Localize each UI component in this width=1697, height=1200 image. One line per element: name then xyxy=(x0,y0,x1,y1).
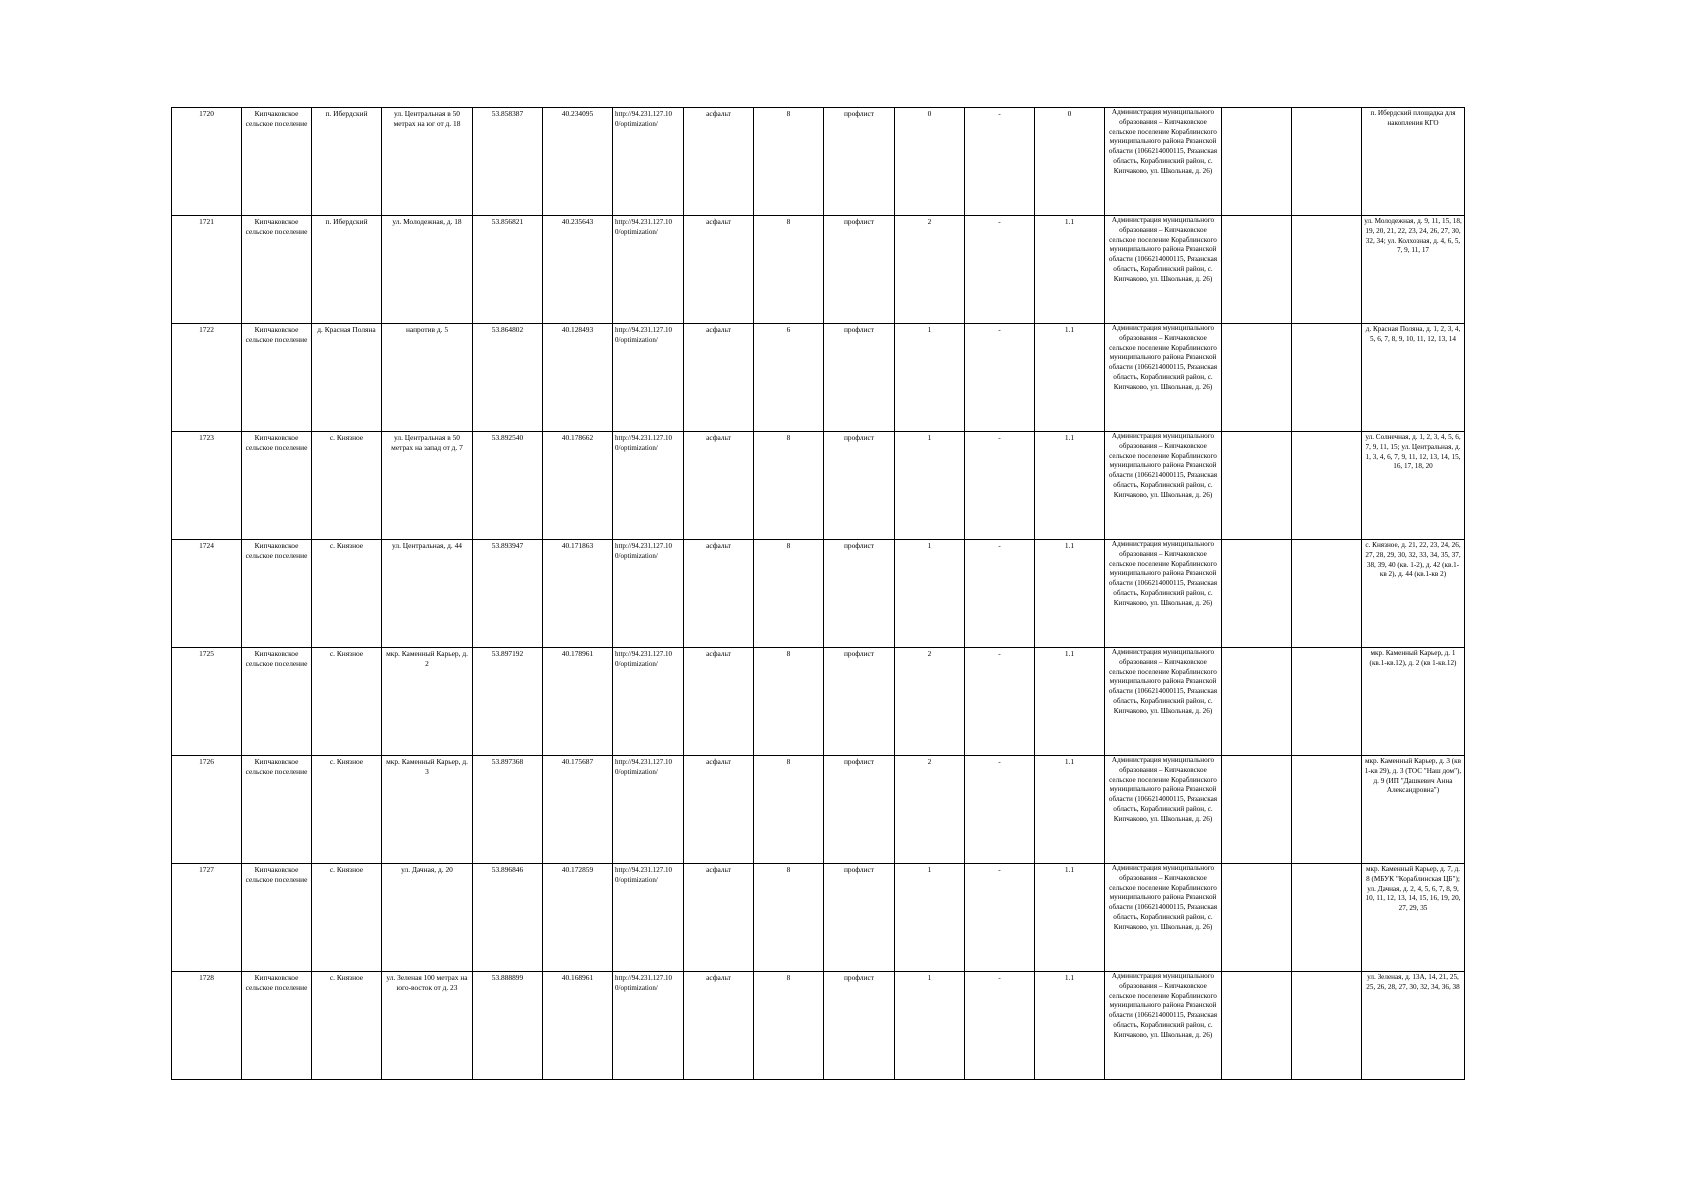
cell-number: 1725 xyxy=(172,648,242,756)
cell-longitude: 40.175687 xyxy=(543,756,613,864)
cell-volume: 1.1 xyxy=(1035,540,1105,648)
cell-containers: 2 xyxy=(895,216,965,324)
cell-extra-1 xyxy=(1222,972,1292,1080)
cell-area: 8 xyxy=(754,972,824,1080)
cell-surface: асфальт xyxy=(684,216,754,324)
cell-latitude: 53.893947 xyxy=(473,540,543,648)
cell-volume: 0 xyxy=(1035,108,1105,216)
cell-longitude: 40.168961 xyxy=(543,972,613,1080)
cell-owner: Администрация муниципального образования – Кипчаковское сельское поселение Кораблинского муниципального района Рязанской области (1066214000115, Рязанская область, Кораблинский район, с. Кипчаково, ул. Школьная, д. 26) xyxy=(1105,432,1222,540)
cell-map-link: http://94.231.127.10 0/optimization/ xyxy=(613,972,684,1080)
cell-volume: 1.1 xyxy=(1035,432,1105,540)
cell-latitude: 53.858387 xyxy=(473,108,543,216)
table-row xyxy=(172,216,1465,324)
cell-locality: п. Ибердский xyxy=(312,216,382,324)
cell-surface: асфальт xyxy=(684,108,754,216)
table-row xyxy=(172,972,1465,1080)
cell-owner: Администрация муниципального образования – Кипчаковское сельское поселение Кораблинского муниципального района Рязанской области (1066214000115, Рязанская область, Кораблинский район, с. Кипчаково, ул. Школьная, д. 26) xyxy=(1105,216,1222,324)
cell-map-link: http://94.231.127.10 0/optimization/ xyxy=(613,108,684,216)
cell-area: 8 xyxy=(754,432,824,540)
cell-map-link: http://94.231.127.10 0/optimization/ xyxy=(613,216,684,324)
cell-served-addresses: мкр. Каменный Карьер, д. 1 (кв.1-кв.12), д. 2 (кв 1-кв.12) xyxy=(1362,648,1465,756)
cell-surface: асфальт xyxy=(684,540,754,648)
cell-latitude: 53.856821 xyxy=(473,216,543,324)
cell-address: ул. Зеленая 100 метрах на юго-восток от д. 23 xyxy=(382,972,473,1080)
cell-volume-dash: - xyxy=(965,324,1035,432)
cell-fence: профлист xyxy=(824,216,895,324)
cell-extra-2 xyxy=(1292,216,1362,324)
cell-containers: 1 xyxy=(895,540,965,648)
cell-extra-2 xyxy=(1292,540,1362,648)
cell-latitude: 53.864802 xyxy=(473,324,543,432)
cell-fence: профлист xyxy=(824,972,895,1080)
cell-latitude: 53.897368 xyxy=(473,756,543,864)
cell-address: ул. Молодежная, д. 18 xyxy=(382,216,473,324)
cell-latitude: 53.888899 xyxy=(473,972,543,1080)
cell-served-addresses: п. Ибердский площадка для накопления КГО xyxy=(1362,108,1465,216)
cell-extra-1 xyxy=(1222,108,1292,216)
cell-volume-dash: - xyxy=(965,216,1035,324)
cell-locality: п. Ибердский xyxy=(312,108,382,216)
cell-area: 8 xyxy=(754,540,824,648)
cell-served-addresses: ул. Молодежная, д. 9, 11, 15, 18, 19, 20, 21, 22, 23, 24, 26, 27, 30, 32, 34; ул. Колхозная, д. 4, 6, 5, 7, 9, 11, 17 xyxy=(1362,216,1465,324)
cell-fence: профлист xyxy=(824,108,895,216)
cell-extra-1 xyxy=(1222,324,1292,432)
table-row xyxy=(172,324,1465,432)
table-row xyxy=(172,540,1465,648)
cell-extra-1 xyxy=(1222,216,1292,324)
cell-volume: 1.1 xyxy=(1035,648,1105,756)
cell-longitude: 40.128493 xyxy=(543,324,613,432)
table-row xyxy=(172,864,1465,972)
cell-map-link: http://94.231.127.10 0/optimization/ xyxy=(613,324,684,432)
cell-number: 1728 xyxy=(172,972,242,1080)
cell-area: 8 xyxy=(754,756,824,864)
cell-settlement: Кипчаковское сельское поселение xyxy=(242,216,312,324)
cell-settlement: Кипчаковское сельское поселение xyxy=(242,432,312,540)
cell-number: 1721 xyxy=(172,216,242,324)
cell-longitude: 40.178662 xyxy=(543,432,613,540)
cell-fence: профлист xyxy=(824,648,895,756)
cell-owner: Администрация муниципального образования – Кипчаковское сельское поселение Кораблинского муниципального района Рязанской области (1066214000115, Рязанская область, Кораблинский район, с. Кипчаково, ул. Школьная, д. 26) xyxy=(1105,972,1222,1080)
cell-served-addresses: д. Красная Поляна, д. 1, 2, 3, 4, 5, 6, 7, 8, 9, 10, 11, 12, 13, 14 xyxy=(1362,324,1465,432)
cell-extra-1 xyxy=(1222,540,1292,648)
cell-latitude: 53.892540 xyxy=(473,432,543,540)
cell-fence: профлист xyxy=(824,324,895,432)
cell-number: 1723 xyxy=(172,432,242,540)
cell-fence: профлист xyxy=(824,864,895,972)
cell-served-addresses: ул. Солнечная, д. 1, 2, 3, 4, 5, 6, 7, 9, 11, 15; ул. Центральная, д. 1, 3, 4, 6, 7, 9, 11, 12, 13, 14, 15, 16, 17, 18, 20 xyxy=(1362,432,1465,540)
cell-served-addresses: мкр. Каменный Карьер, д. 7, д. 8 (МБУК "Кораблинская ЦБ"); ул. Дачная, д. 2, 4, 5, 6, 7, 8, 9, 10, 11, 12, 13, 14, 15, 16, 19, 20, 27, 29, 35 xyxy=(1362,864,1465,972)
cell-longitude: 40.235643 xyxy=(543,216,613,324)
cell-owner: Администрация муниципального образования – Кипчаковское сельское поселение Кораблинского муниципального района Рязанской области (1066214000115, Рязанская область, Кораблинский район, с. Кипчаково, ул. Школьная, д. 26) xyxy=(1105,540,1222,648)
cell-surface: асфальт xyxy=(684,756,754,864)
cell-owner: Администрация муниципального образования – Кипчаковское сельское поселение Кораблинского муниципального района Рязанской области (1066214000115, Рязанская область, Кораблинский район, с. Кипчаково, ул. Школьная, д. 26) xyxy=(1105,864,1222,972)
table-row xyxy=(172,648,1465,756)
cell-extra-2 xyxy=(1292,432,1362,540)
cell-number: 1727 xyxy=(172,864,242,972)
cell-containers: 1 xyxy=(895,324,965,432)
cell-containers: 1 xyxy=(895,432,965,540)
cell-volume-dash: - xyxy=(965,540,1035,648)
cell-locality: с. Князное xyxy=(312,540,382,648)
cell-settlement: Кипчаковское сельское поселение xyxy=(242,972,312,1080)
cell-settlement: Кипчаковское сельское поселение xyxy=(242,864,312,972)
cell-containers: 2 xyxy=(895,756,965,864)
cell-extra-2 xyxy=(1292,864,1362,972)
cell-longitude: 40.171863 xyxy=(543,540,613,648)
cell-volume: 1.1 xyxy=(1035,756,1105,864)
cell-address: напротив д. 5 xyxy=(382,324,473,432)
cell-address: ул. Центральная в 50 метрах на юг от д. 18 xyxy=(382,108,473,216)
cell-extra-1 xyxy=(1222,432,1292,540)
cell-map-link: http://94.231.127.10 0/optimization/ xyxy=(613,864,684,972)
cell-served-addresses: мкр. Каменный Карьер, д. 3 (кв 1-кв 29), д. 3 (ТОС "Наш дом"), д. 9 (ИП "Дашкевич Анна Александровна") xyxy=(1362,756,1465,864)
cell-volume: 1.1 xyxy=(1035,864,1105,972)
cell-map-link: http://94.231.127.10 0/optimization/ xyxy=(613,540,684,648)
table-body xyxy=(172,108,1465,1080)
cell-extra-1 xyxy=(1222,756,1292,864)
registry-table xyxy=(171,107,1465,1080)
table-row xyxy=(172,108,1465,216)
cell-surface: асфальт xyxy=(684,648,754,756)
cell-map-link: http://94.231.127.10 0/optimization/ xyxy=(613,648,684,756)
cell-locality: д. Красная Поляна xyxy=(312,324,382,432)
cell-number: 1724 xyxy=(172,540,242,648)
cell-containers: 1 xyxy=(895,972,965,1080)
cell-volume-dash: - xyxy=(965,648,1035,756)
cell-area: 8 xyxy=(754,864,824,972)
cell-fence: профлист xyxy=(824,432,895,540)
cell-locality: с. Князное xyxy=(312,756,382,864)
cell-address: ул. Центральная, д. 44 xyxy=(382,540,473,648)
cell-extra-2 xyxy=(1292,756,1362,864)
cell-owner: Администрация муниципального образования – Кипчаковское сельское поселение Кораблинского муниципального района Рязанской области (1066214000115, Рязанская область, Кораблинский район, с. Кипчаково, ул. Школьная, д. 26) xyxy=(1105,648,1222,756)
cell-settlement: Кипчаковское сельское поселение xyxy=(242,540,312,648)
cell-number: 1722 xyxy=(172,324,242,432)
cell-extra-1 xyxy=(1222,864,1292,972)
cell-containers: 1 xyxy=(895,864,965,972)
cell-volume-dash: - xyxy=(965,972,1035,1080)
cell-map-link: http://94.231.127.10 0/optimization/ xyxy=(613,432,684,540)
cell-owner: Администрация муниципального образования – Кипчаковское сельское поселение Кораблинского муниципального района Рязанской области (1066214000115, Рязанская область, Кораблинский район, с. Кипчаково, ул. Школьная, д. 26) xyxy=(1105,324,1222,432)
table-row xyxy=(172,756,1465,864)
cell-locality: с. Князное xyxy=(312,648,382,756)
cell-settlement: Кипчаковское сельское поселение xyxy=(242,756,312,864)
cell-extra-2 xyxy=(1292,972,1362,1080)
cell-latitude: 53.897192 xyxy=(473,648,543,756)
cell-volume: 1.1 xyxy=(1035,324,1105,432)
cell-served-addresses: ул. Зеленая, д. 13А, 14, 21, 25, 25, 26, 28, 27, 30, 32, 34, 36, 38 xyxy=(1362,972,1465,1080)
cell-address: мкр. Каменный Карьер, д. 3 xyxy=(382,756,473,864)
cell-area: 8 xyxy=(754,108,824,216)
cell-longitude: 40.178961 xyxy=(543,648,613,756)
cell-extra-2 xyxy=(1292,648,1362,756)
cell-volume-dash: - xyxy=(965,864,1035,972)
cell-volume: 1.1 xyxy=(1035,972,1105,1080)
cell-map-link: http://94.231.127.10 0/optimization/ xyxy=(613,756,684,864)
cell-volume-dash: - xyxy=(965,756,1035,864)
cell-number: 1726 xyxy=(172,756,242,864)
cell-area: 6 xyxy=(754,324,824,432)
cell-extra-1 xyxy=(1222,648,1292,756)
cell-settlement: Кипчаковское сельское поселение xyxy=(242,108,312,216)
cell-locality: с. Князное xyxy=(312,864,382,972)
cell-area: 8 xyxy=(754,648,824,756)
cell-longitude: 40.234095 xyxy=(543,108,613,216)
cell-locality: с. Князное xyxy=(312,972,382,1080)
cell-volume-dash: - xyxy=(965,432,1035,540)
cell-fence: профлист xyxy=(824,540,895,648)
cell-owner: Администрация муниципального образования – Кипчаковское сельское поселение Кораблинского муниципального района Рязанской области (1066214000115, Рязанская область, Кораблинский район, с. Кипчаково, ул. Школьная, д. 26) xyxy=(1105,756,1222,864)
cell-address: ул. Дачная, д. 20 xyxy=(382,864,473,972)
cell-extra-2 xyxy=(1292,108,1362,216)
table-row xyxy=(172,432,1465,540)
cell-surface: асфальт xyxy=(684,864,754,972)
cell-settlement: Кипчаковское сельское поселение xyxy=(242,648,312,756)
cell-area: 8 xyxy=(754,216,824,324)
cell-containers: 0 xyxy=(895,108,965,216)
cell-extra-2 xyxy=(1292,324,1362,432)
cell-locality: с. Князное xyxy=(312,432,382,540)
cell-address: ул. Центральная в 50 метрах на запад от д. 7 xyxy=(382,432,473,540)
cell-volume: 1.1 xyxy=(1035,216,1105,324)
cell-owner: Администрация муниципального образования – Кипчаковское сельское поселение Кораблинского муниципального района Рязанской области (1066214000115, Рязанская область, Кораблинский район, с. Кипчаково, ул. Школьная, д. 26) xyxy=(1105,108,1222,216)
cell-served-addresses: с. Князное, д. 21, 22, 23, 24, 26, 27, 28, 29, 30, 32, 33, 34, 35, 37, 38, 39, 40 (кв. 1-2), д. 42 (кв.1-кв 2), д. 44 (кв.1-кв 2) xyxy=(1362,540,1465,648)
cell-surface: асфальт xyxy=(684,972,754,1080)
cell-latitude: 53.896846 xyxy=(473,864,543,972)
cell-volume-dash: - xyxy=(965,108,1035,216)
cell-surface: асфальт xyxy=(684,432,754,540)
cell-longitude: 40.172859 xyxy=(543,864,613,972)
cell-fence: профлист xyxy=(824,756,895,864)
cell-containers: 2 xyxy=(895,648,965,756)
cell-number: 1720 xyxy=(172,108,242,216)
cell-address: мкр. Каменный Карьер, д. 2 xyxy=(382,648,473,756)
cell-settlement: Кипчаковское сельское поселение xyxy=(242,324,312,432)
cell-surface: асфальт xyxy=(684,324,754,432)
